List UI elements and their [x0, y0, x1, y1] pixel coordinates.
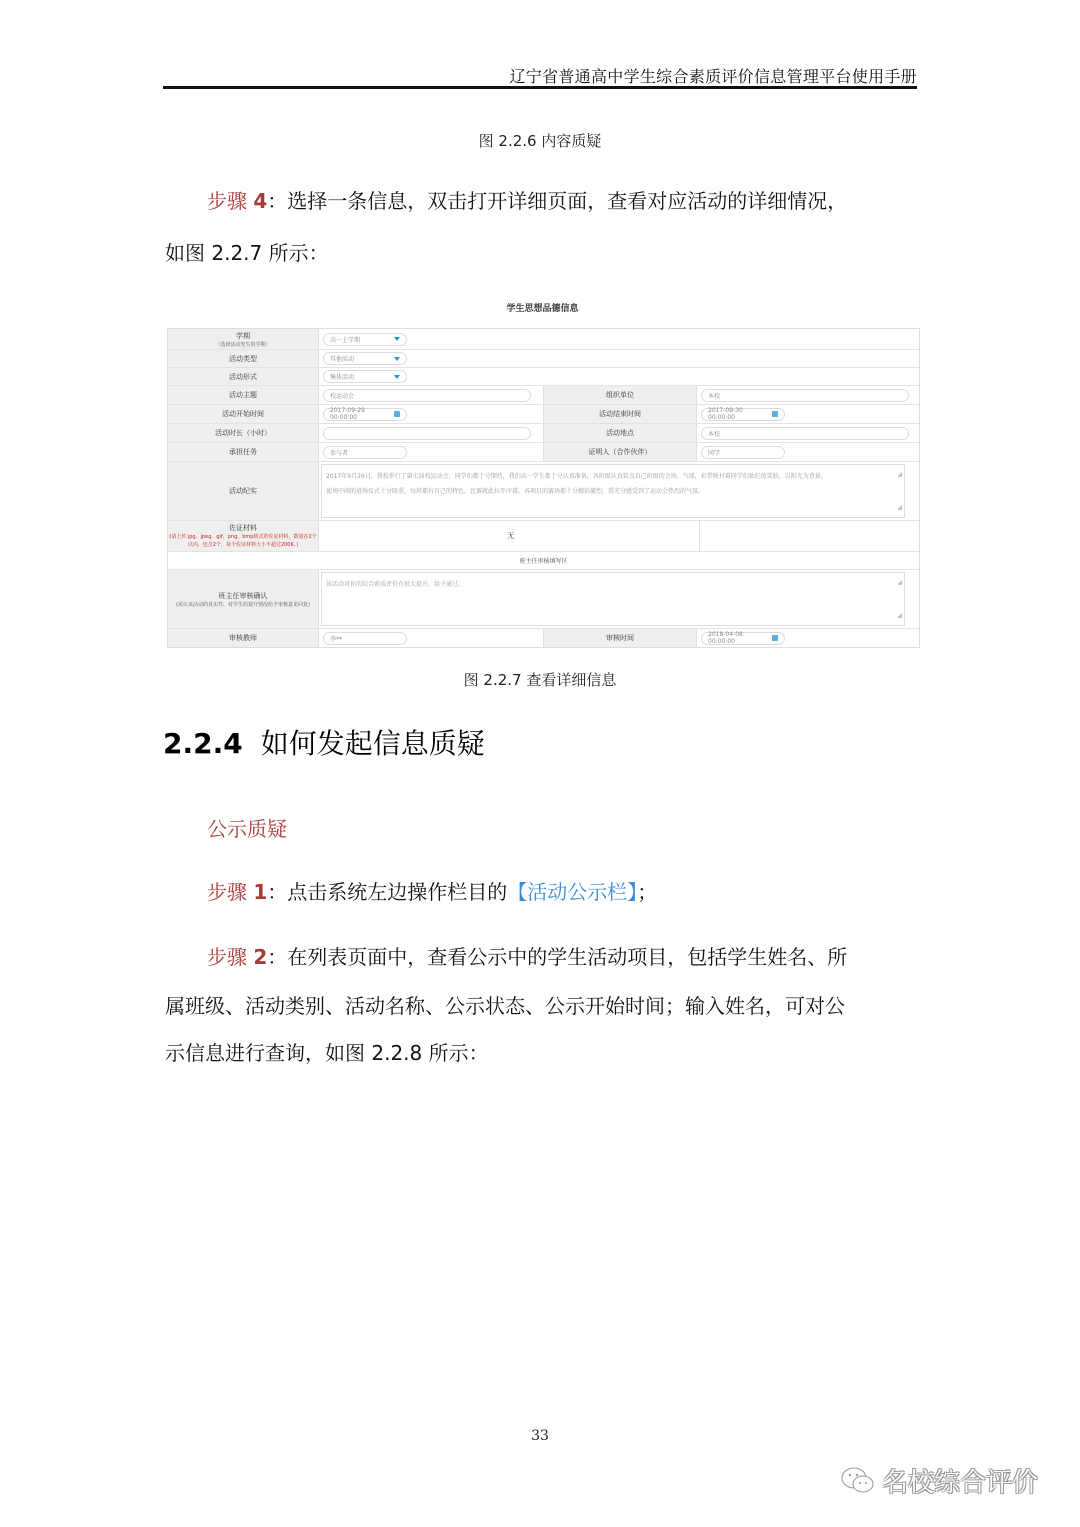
- teacher-confirm-note: (需认该活动的真实性、对学生的提升情况给予审核意见回复): [176, 601, 310, 608]
- activity-form-select[interactable]: 集体活动: [323, 370, 407, 383]
- subheading-public-query: 公示质疑: [207, 817, 287, 841]
- form-row-theme-organizer: [168, 386, 919, 405]
- activity-form-label: 活动形式: [168, 368, 319, 385]
- header-rule: [163, 86, 917, 89]
- dropdown-arrow-icon: [394, 375, 400, 379]
- step2-paragraph: 步骤 2：在列表页面中，查看公示中的学生活动项目，包括学生姓名、所: [207, 945, 848, 969]
- location-input[interactable]: 本校: [701, 427, 909, 440]
- student-moral-info-form: [167, 328, 920, 648]
- calendar-icon[interactable]: [772, 635, 778, 641]
- section-title: 如何发起信息质疑: [260, 727, 485, 760]
- step-label: 步骤: [207, 945, 247, 969]
- activity-type-label: 活动类型: [168, 350, 319, 367]
- step2-line3: 示信息进行查询，如图 2.2.8 所示：: [165, 1041, 489, 1065]
- form-row-activity-type: [168, 350, 919, 368]
- watermark-text: 名校综合评价: [882, 1468, 1039, 1498]
- form-row-times: [168, 405, 919, 424]
- evidence-label: 佐证材料: [229, 524, 257, 532]
- evidence-note: (请上传 jpg、jpeg、gif、png、bmp格式的佐证材料，数量在2个以内，包含2个，每个佐证材料大小不超过200K。): [169, 534, 317, 548]
- duration-input[interactable]: [323, 427, 531, 440]
- location-label: 活动地点: [543, 424, 697, 442]
- teacher-section-title: 班主任审核填写区: [168, 552, 919, 570]
- review-time-label: 审核时间: [543, 629, 697, 647]
- witness-label: 证明人（合作伙伴）: [543, 443, 697, 461]
- semester-note: （选择活动发生的学期）: [215, 341, 271, 348]
- dropdown-arrow-icon: [394, 337, 400, 341]
- duration-label: 活动时长（小时）: [168, 424, 319, 442]
- step4-line2: 如图 2.2.7 所示：: [165, 241, 329, 265]
- role-label: 承担任务: [168, 443, 319, 461]
- activity-theme-label: 活动主题: [168, 386, 319, 404]
- role-input[interactable]: 参与者: [323, 446, 407, 459]
- watermark: [840, 1462, 1038, 1499]
- section-number: 2.2.4: [163, 727, 243, 760]
- form-row-record: [168, 462, 919, 521]
- resize-handle-icon[interactable]: ◢: [897, 579, 902, 586]
- start-time-label: 活动开始时间: [168, 405, 319, 423]
- end-time-input[interactable]: 2017-09-30 00:00:00: [701, 408, 785, 421]
- organizer-input[interactable]: 本校: [701, 389, 909, 402]
- evidence-value: 无: [319, 521, 700, 551]
- dropdown-arrow-icon: [394, 357, 400, 361]
- form-row-role-witness: [168, 443, 919, 462]
- form-row-duration-location: [168, 424, 919, 443]
- reviewer-input[interactable]: 李**: [323, 632, 407, 645]
- record-label: 活动纪实: [168, 462, 319, 520]
- review-time-input[interactable]: 2018-04-08 00:00:00: [701, 632, 785, 645]
- organizer-label: 组织单位: [543, 386, 697, 404]
- witness-input[interactable]: 同学: [701, 446, 785, 459]
- semester-label: 学期: [236, 331, 250, 340]
- teacher-confirm-label: 班主任审核确认: [218, 591, 268, 600]
- wechat-icon: [840, 1466, 876, 1496]
- form-row-evidence: [168, 521, 919, 552]
- page-number: 33: [531, 1428, 549, 1444]
- figure-caption-227: 图 2.2.7 查看详细信息: [463, 671, 617, 689]
- document-header-title: 辽宁省普通高中学生综合素质评价信息管理平台使用手册: [509, 67, 917, 86]
- activity-notice-link: 【活动公示栏】: [507, 880, 638, 904]
- reviewer-label: 审核教师: [168, 629, 319, 647]
- form-title: 学生思想品德信息: [506, 304, 579, 314]
- calendar-icon[interactable]: [394, 411, 400, 417]
- resize-handle-icon[interactable]: ◢: [897, 612, 902, 619]
- step-number: 4: [253, 189, 268, 213]
- semester-select[interactable]: 高一上学期: [323, 333, 407, 346]
- calendar-icon[interactable]: [772, 411, 778, 417]
- resize-handle-icon[interactable]: ◢: [897, 504, 902, 511]
- step4-paragraph: [165, 185, 915, 214]
- step1-paragraph: 步骤 1：点击系统左边操作栏目的【活动公示栏】；: [207, 880, 658, 904]
- step2-line2: 属班级、活动类别、活动名称、公示状态、公示开始时间；输入姓名，可对公: [165, 994, 845, 1018]
- form-row-semester: [168, 329, 919, 350]
- record-textarea[interactable]: 2017年9月29日，我校举行了第七届校运动会，同学们都十分期待，我们高一学生都十分认真准备，各班级认真装点自己班级的会场，气球，彩带映衬着同学们灿烂的笑脸，以阳光为背景。 使场中间的进场仪式十分隆重，每班都有自己的特色。比赛就此拉开序幕，各项目的赛场都十分精彩激烈，我充分感受到了运动会热烈的气氛。 ◢ ◢: [321, 464, 905, 518]
- section-heading: [163, 722, 485, 762]
- figure-caption-226: 图 2.2.6 内容质疑: [478, 132, 602, 150]
- resize-handle-icon[interactable]: ◢: [897, 471, 902, 478]
- activity-type-select[interactable]: 其他活动: [323, 352, 407, 365]
- step-label: 步骤: [207, 189, 247, 213]
- end-time-label: 活动结束时间: [543, 405, 697, 423]
- step-number: 2: [253, 945, 268, 969]
- start-time-input[interactable]: 2017-09-29 00:00:00: [323, 408, 407, 421]
- step-number: 1: [253, 880, 268, 904]
- form-row-activity-form: [168, 368, 919, 386]
- teacher-confirm-textarea[interactable]: 该活动对你的综合素质评价有很大提升，给予通过。 ◢ ◢: [321, 572, 905, 626]
- step-label: 步骤: [207, 880, 247, 904]
- step4-text: ：选择一条信息，双击打开详细页面，查看对应活动的详细情况，: [267, 189, 848, 213]
- form-row-teacher-confirm: [168, 570, 919, 629]
- form-row-review: [168, 629, 919, 647]
- activity-theme-input[interactable]: 校运动会: [323, 389, 531, 402]
